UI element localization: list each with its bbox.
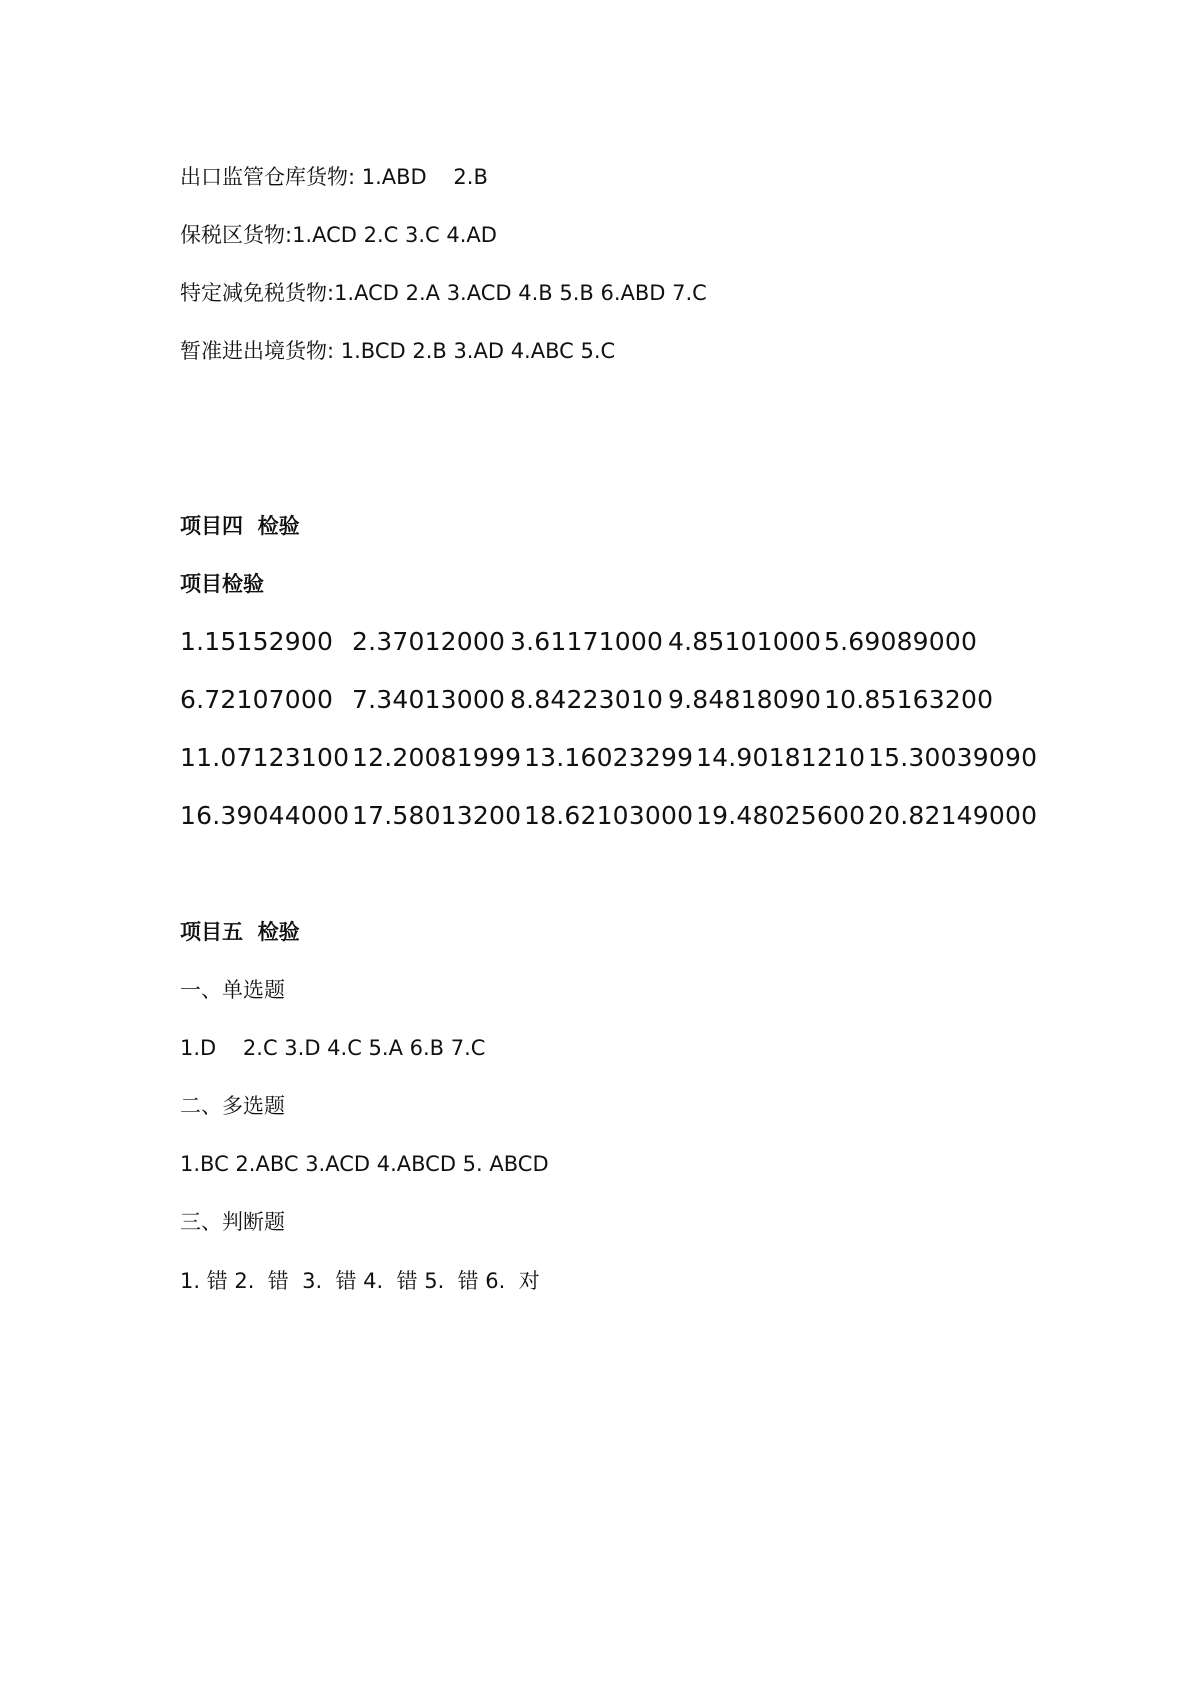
code-cell: 10.85163200 [824, 685, 994, 714]
multi-choice-heading: 二、多选题 [180, 1094, 285, 1118]
code-cell: 8.84223010 [510, 685, 664, 714]
single-choice-heading: 一、单选题 [180, 978, 285, 1002]
project4-subtitle: 项目检验 [180, 572, 264, 596]
project5-title: 项目五 检验 [180, 920, 300, 944]
true-false-answers: 1. 错 2. 错 3. 错 4. 错 5. 错 6. 对 [180, 1269, 540, 1293]
single-choice-answers: 1.D 2.C 3.D 4.C 5.A 6.B 7.C [180, 1036, 486, 1060]
multi-choice-answers: 1.BC 2.ABC 3.ACD 4.ABCD 5. ABCD [180, 1152, 549, 1176]
code-cell: 4.85101000 [668, 627, 822, 656]
code-cell: 11.07123100 [180, 743, 350, 772]
answer-line-bonded-zone: 保税区货物:1.ACD 2.C 3.C 4.AD [180, 223, 497, 247]
code-cell: 1.15152900 [180, 627, 334, 656]
code-cell: 17.58013200 [352, 801, 522, 830]
answer-line-bonded-warehouse: 出口监管仓库货物: 1.ABD 2.B [180, 165, 488, 189]
code-cell: 6.72107000 [180, 685, 334, 714]
code-cell: 7.34013000 [352, 685, 506, 714]
code-cell: 5.69089000 [824, 627, 978, 656]
code-cell: 15.30039090 [868, 743, 1038, 772]
project4-title: 项目四 检验 [180, 514, 300, 538]
answer-line-temporary-import: 暂准进出境货物: 1.BCD 2.B 3.AD 4.ABC 5.C [180, 339, 616, 363]
code-cell: 2.37012000 [352, 627, 506, 656]
code-cell: 14.90181210 [696, 743, 866, 772]
code-cell: 20.82149000 [868, 801, 1038, 830]
code-cell: 13.16023299 [524, 743, 694, 772]
answer-line-tax-exempt: 特定减免税货物:1.ACD 2.A 3.ACD 4.B 5.B 6.ABD 7.C [180, 281, 707, 305]
code-cell: 18.62103000 [524, 801, 694, 830]
true-false-heading: 三、判断题 [180, 1210, 285, 1234]
code-cell: 9.84818090 [668, 685, 822, 714]
code-cell: 12.20081999 [352, 743, 522, 772]
code-cell: 16.39044000 [180, 801, 350, 830]
code-cell: 3.61171000 [510, 627, 664, 656]
code-cell: 19.48025600 [696, 801, 866, 830]
